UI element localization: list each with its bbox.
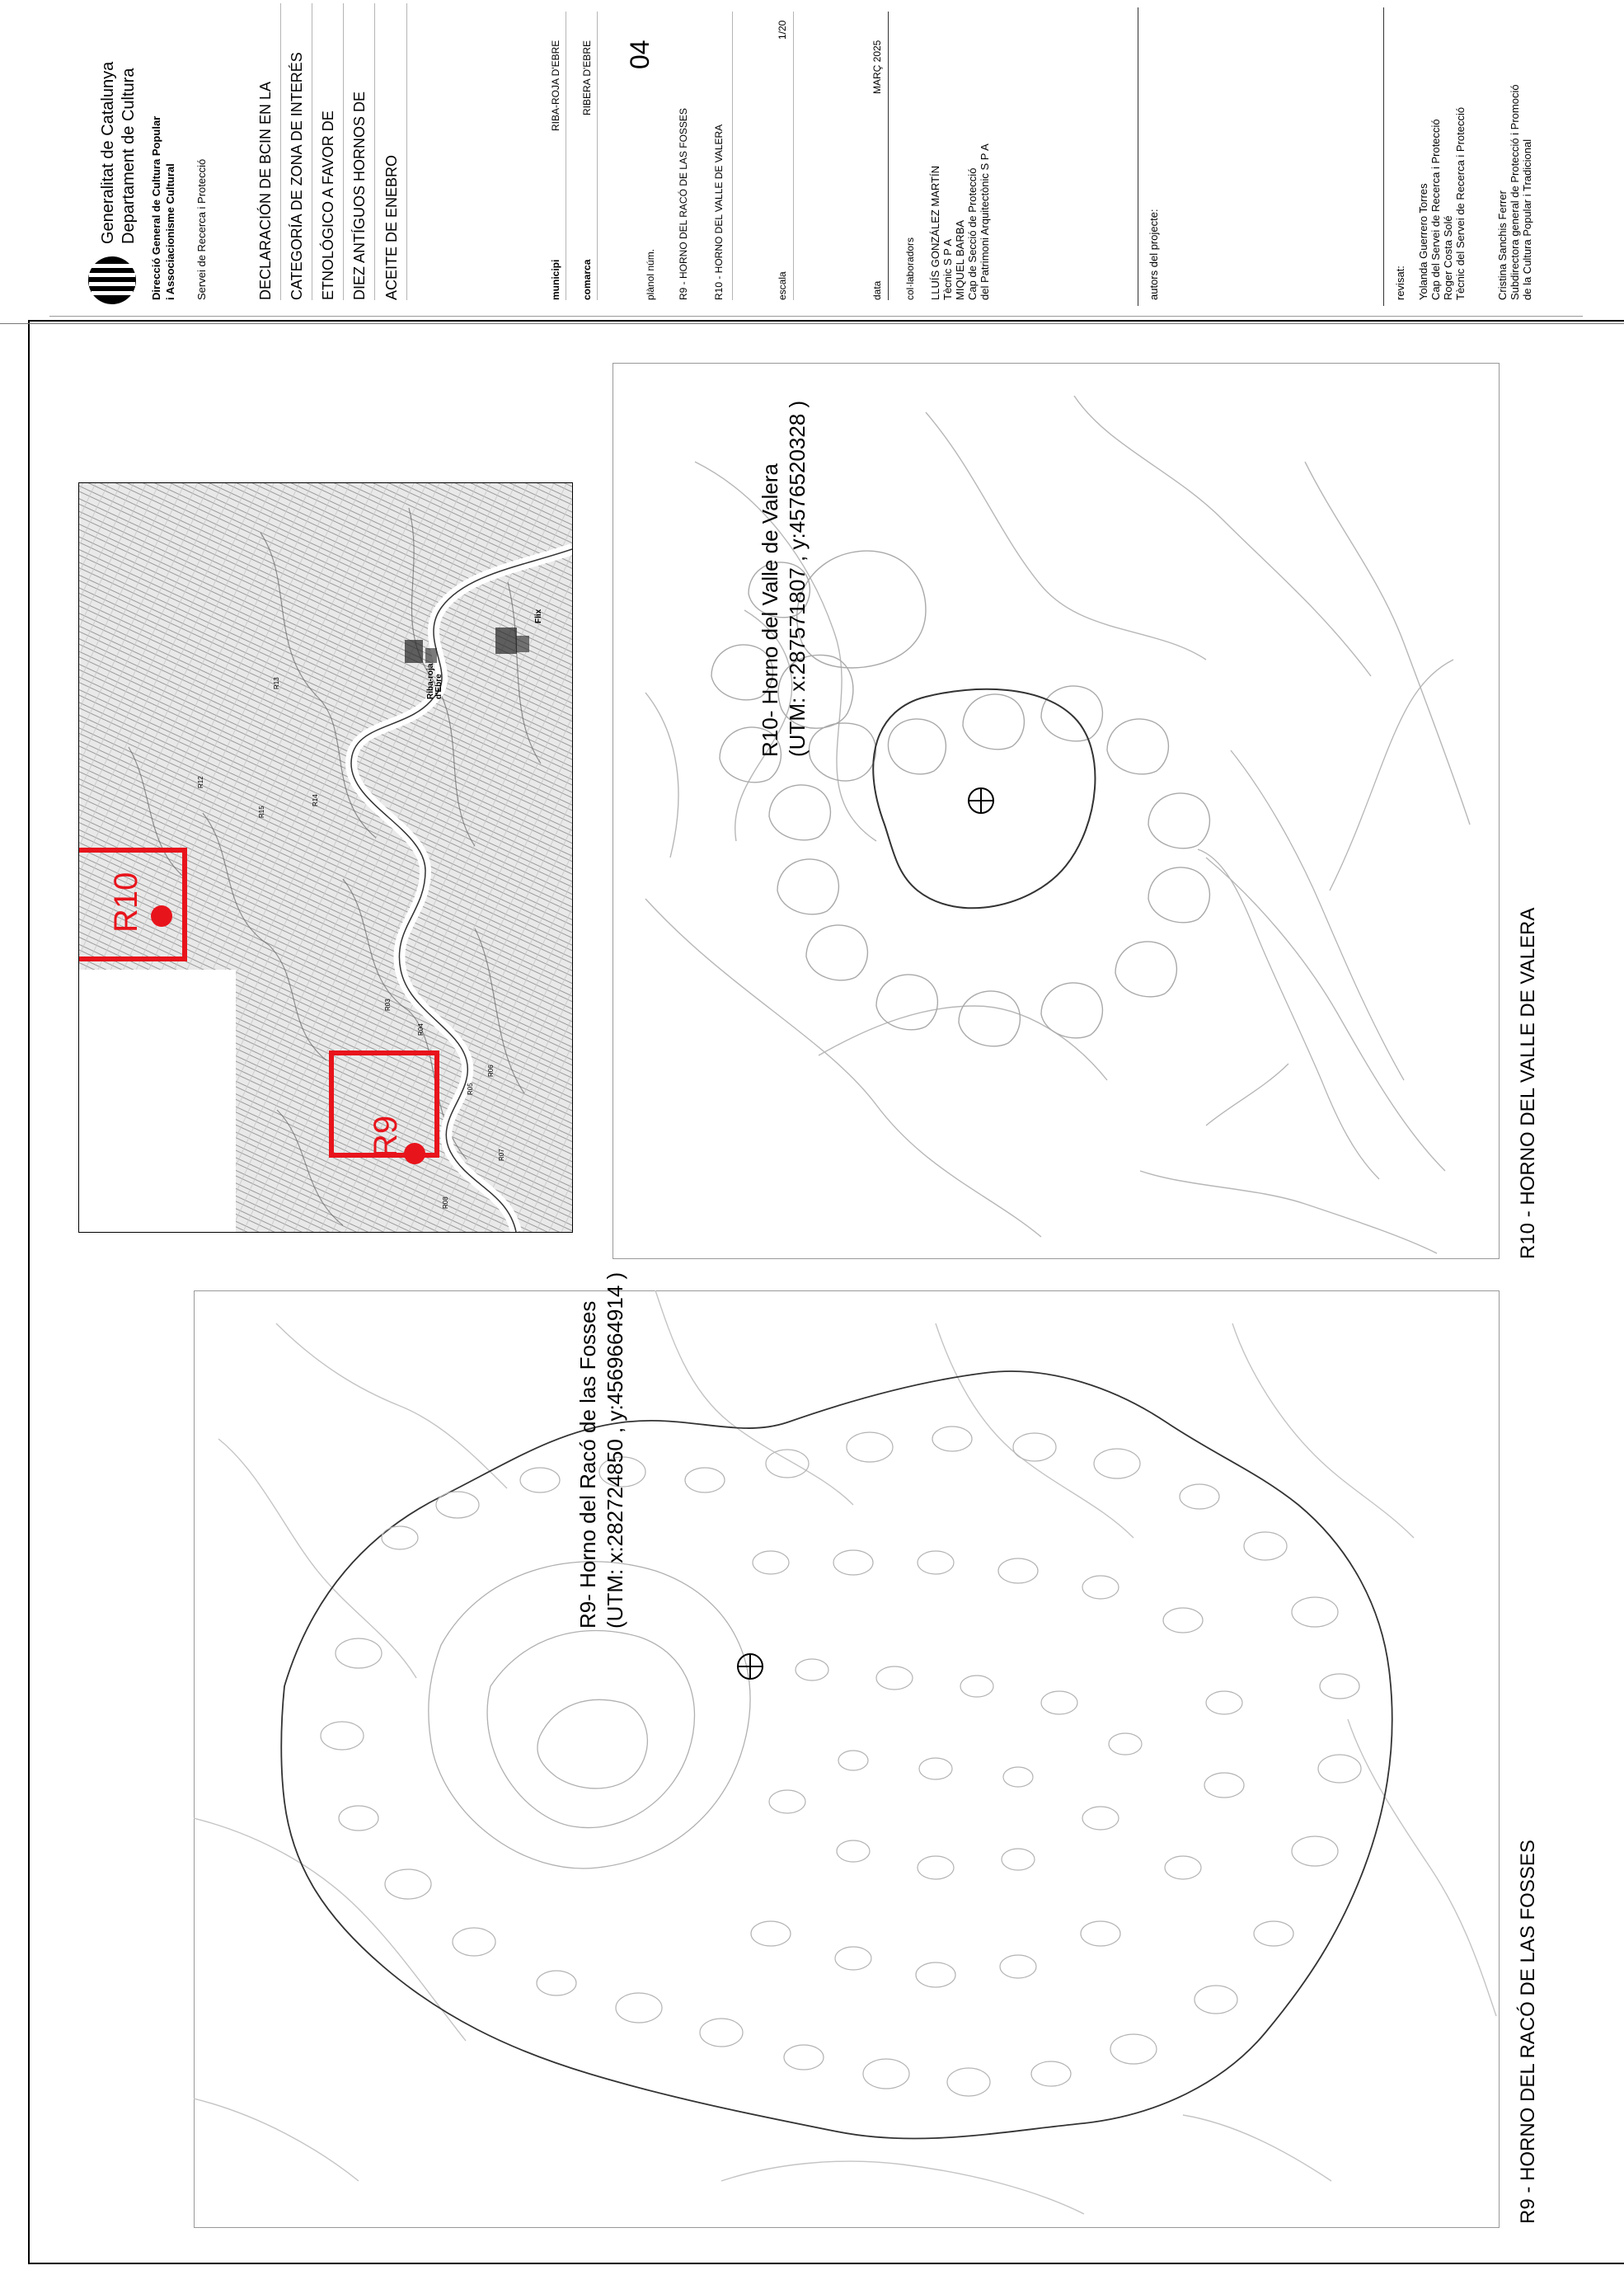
label-r12: R12 bbox=[197, 776, 204, 788]
town-riba-roja: Riba-roja d'Ebre bbox=[426, 663, 444, 699]
scale-value: 1/20 bbox=[777, 20, 788, 40]
label-r03: R03 bbox=[384, 999, 392, 1011]
service-name: Servei de Recerca i Protecció bbox=[195, 158, 208, 300]
plan-item-r9: R9 - HORNO DEL RACÓ DE LAS FOSSES bbox=[678, 108, 689, 300]
plan-label: plànol núm. bbox=[645, 248, 656, 300]
r10-caption-line-1: R10- Horno del Valle de Valera bbox=[758, 463, 782, 757]
scale-label: escala bbox=[777, 271, 788, 300]
r9-caption-line-2: (UTM: x:282724850 , y:4569664914 ) bbox=[602, 1271, 627, 1629]
project-title-5: ACEITE DE ENEBRO bbox=[383, 154, 400, 300]
r10-label: R10 bbox=[108, 872, 144, 933]
r10-terrace-edge bbox=[613, 363, 1498, 1257]
r10-marker bbox=[151, 905, 172, 927]
label-r07: R07 bbox=[498, 1149, 505, 1161]
label-r15: R15 bbox=[258, 806, 265, 818]
collaborator-line-4: Cap de Secció de Protecció bbox=[966, 167, 979, 300]
r9-oven-center-crosshair bbox=[738, 1654, 763, 1679]
town-flix: Flix bbox=[534, 609, 543, 623]
comarca-value: RIBERA D'EBRE bbox=[581, 40, 593, 115]
comarca-label: comarca bbox=[581, 259, 593, 300]
reviewer-line-4: Tècnic del Servei de Recerca i Protecció bbox=[1454, 106, 1467, 300]
reviewed-label: revisat: bbox=[1394, 266, 1406, 300]
director-line-2: Subdirectora general de Protecció i Promoció bbox=[1509, 84, 1521, 300]
r10-caption-line-2: (UTM: x:287571807 , y:4576520328 ) bbox=[784, 400, 810, 757]
label-r13: R13 bbox=[273, 677, 280, 689]
reviewer-line-1: Yolanda Guerrero Torres bbox=[1417, 183, 1429, 300]
collaborator-line-5: del Patrimoni Arquitectònic S P A bbox=[979, 143, 991, 300]
director-line-3: de la Cultura Popular i Tradicional bbox=[1521, 139, 1533, 300]
date-label: data bbox=[871, 280, 883, 300]
project-title-3: ETNOLÓGICO A FAVOR DE bbox=[320, 110, 336, 300]
authors-label: autors del projecte: bbox=[1148, 209, 1160, 300]
r9-plan-drawing bbox=[194, 1290, 1498, 2226]
label-r14: R14 bbox=[312, 794, 319, 806]
collaborators-label: col·laboradors bbox=[904, 237, 916, 300]
directorate-line-1: Direcció General de Cultura Popular bbox=[150, 115, 162, 300]
generalitat-logo bbox=[87, 255, 138, 306]
r10-caption bbox=[757, 401, 810, 757]
reviewer-line-2: Cap del Servei de Recerca i Protecció bbox=[1429, 119, 1442, 300]
plan-number: 04 bbox=[625, 40, 655, 69]
plan-item-r10: R10 - HORNO DEL VALLE DE VALERA bbox=[713, 124, 725, 300]
label-r05: R05 bbox=[467, 1083, 474, 1095]
institution-name-1: Generalitat de Catalunya bbox=[99, 61, 117, 244]
collaborator-line-2: Tècnic S P A bbox=[941, 238, 954, 300]
municipi-label: municipi bbox=[550, 259, 561, 300]
director-line-1: Cristina Sanchis Ferrer bbox=[1496, 190, 1509, 300]
collaborator-line-1: LLUÍS GONZÁLEZ MARTÍN bbox=[929, 165, 941, 300]
reviewer-line-3: Roger Costa Solé bbox=[1442, 215, 1454, 300]
project-title-4: DIEZ ANTÍGUOS HORNOS DE bbox=[351, 91, 368, 300]
r9-sheet-label: R9 - HORNO DEL RACÓ DE LAS FOSSES bbox=[1517, 1840, 1539, 2224]
collaborator-line-3: MIQUEL BARBA bbox=[954, 219, 966, 300]
r9-marker bbox=[404, 1143, 425, 1164]
r9-label: R9 bbox=[368, 1115, 404, 1158]
project-title-2: CATEGORÍA DE ZONA DE INTERÉS bbox=[289, 52, 305, 300]
r9-caption-line-1: R9- Horno del Racó de las Fosses bbox=[575, 1300, 600, 1629]
r9-caption bbox=[575, 1272, 628, 1629]
project-title-1: DECLARACIÓN DE BCIN EN LA bbox=[257, 81, 274, 300]
location-map bbox=[78, 482, 573, 1233]
label-r06: R06 bbox=[487, 1065, 495, 1077]
date-value: MARÇ 2025 bbox=[871, 40, 883, 94]
label-r08: R08 bbox=[442, 1196, 449, 1209]
municipi-value: RIBA-ROJA D'EBRE bbox=[550, 40, 561, 131]
r10-sheet-label: R10 - HORNO DEL VALLE DE VALERA bbox=[1517, 907, 1539, 1259]
label-r04: R04 bbox=[417, 1023, 425, 1036]
directorate-line-2: i Associacionisme Cultural bbox=[164, 163, 176, 300]
institution-name-2: Departament de Cultura bbox=[120, 68, 138, 244]
